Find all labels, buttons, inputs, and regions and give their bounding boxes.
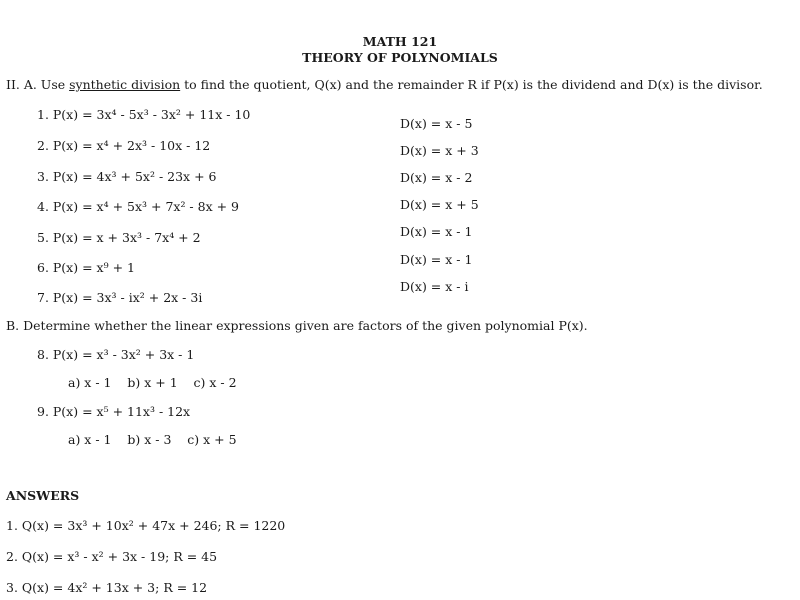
problem-8-options: a) x - 1 b) x + 1 c) x - 2 bbox=[68, 375, 237, 390]
problem-6: 6. P(x) = x⁹ + 1 bbox=[37, 260, 135, 275]
divisor-6: D(x) = x - 1 bbox=[400, 252, 473, 267]
divisor-7: D(x) = x - i bbox=[400, 279, 469, 294]
problem-5: 5. P(x) = x + 3x³ - 7x⁴ + 2 bbox=[37, 230, 201, 245]
answer-1: 1. Q(x) = 3x³ + 10x² + 47x + 246; R = 1220 bbox=[6, 518, 286, 533]
answers-heading: ANSWERS bbox=[6, 488, 80, 503]
divisor-3: D(x) = x - 2 bbox=[400, 170, 473, 185]
part-b-instruction: B. Determine whether the linear expressions given are factors of the given polynomial P(x). bbox=[6, 318, 588, 333]
answer-3: 3. Q(x) = 4x² + 13x + 3; R = 12 bbox=[6, 580, 208, 595]
problem-9-options: a) x - 1 b) x - 3 c) x + 5 bbox=[68, 432, 237, 447]
problem-1: 1. P(x) = 3x⁴ - 5x³ - 3x² + 11x - 10 bbox=[37, 107, 251, 122]
synthetic-division-link[interactable]: synthetic division bbox=[69, 77, 181, 92]
document-title: THEORY OF POLYNOMIALS bbox=[302, 50, 498, 65]
problem-8: 8. P(x) = x³ - 3x² + 3x - 1 bbox=[37, 347, 195, 362]
divisor-2: D(x) = x + 3 bbox=[400, 143, 479, 158]
problem-2: 2. P(x) = x⁴ + 2x³ - 10x - 12 bbox=[37, 138, 211, 153]
problem-4: 4. P(x) = x⁴ + 5x³ + 7x² - 8x + 9 bbox=[37, 199, 240, 214]
divisor-5: D(x) = x - 1 bbox=[400, 224, 473, 239]
answer-2: 2. Q(x) = x³ - x² + 3x - 19; R = 45 bbox=[6, 549, 218, 564]
problem-3: 3. P(x) = 4x³ + 5x² - 23x + 6 bbox=[37, 169, 217, 184]
part-a-instruction bbox=[6, 77, 763, 93]
divisor-4: D(x) = x + 5 bbox=[400, 197, 479, 212]
instruction-text: II. A. Use bbox=[6, 77, 70, 92]
divisor-1: D(x) = x - 5 bbox=[400, 116, 473, 131]
problem-7: 7. P(x) = 3x³ - ix² + 2x - 3i bbox=[37, 290, 203, 305]
course-title: MATH 121 bbox=[362, 34, 438, 49]
problem-9: 9. P(x) = x⁵ + 11x³ - 12x bbox=[37, 404, 191, 419]
instruction-text: to find the quotient, Q(x) and the remainder R if P(x) is the dividend and D(x) is the divisor. bbox=[180, 77, 763, 92]
